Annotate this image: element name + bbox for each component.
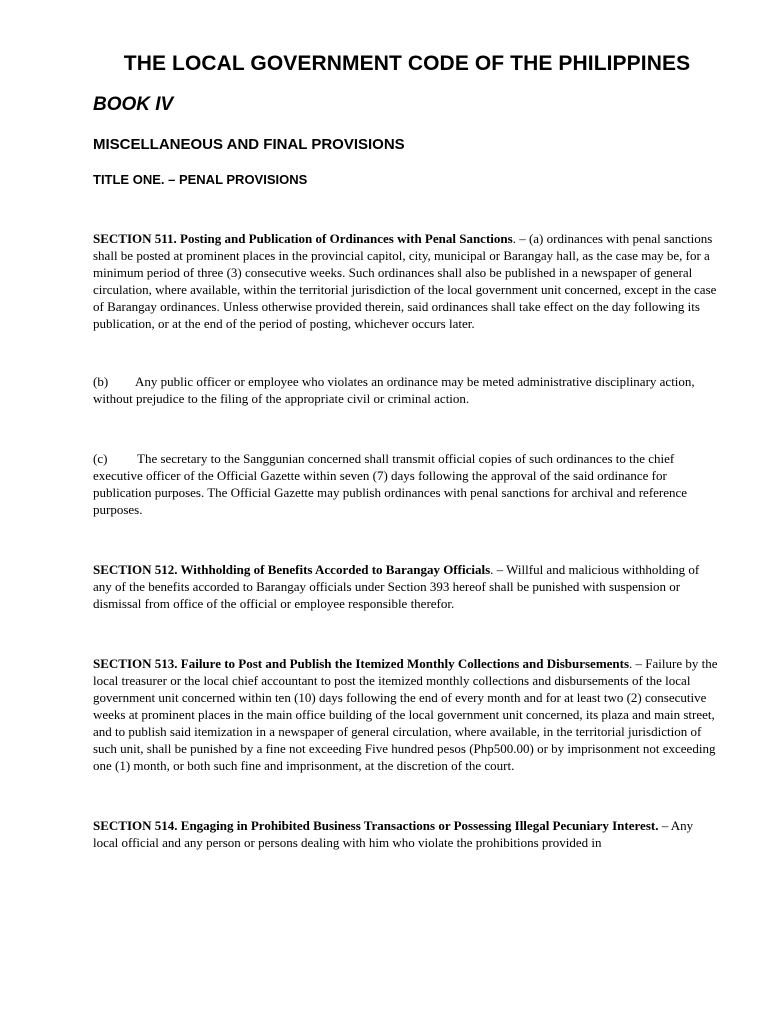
section-513-heading: SECTION 513. Failure to Post and Publish the Itemized Monthly Collections and Disbursements	[93, 656, 630, 671]
section-513	[93, 655, 721, 774]
section-512	[93, 561, 721, 612]
section-514	[93, 817, 721, 851]
section-514-body: – Any local official and any person or persons dealing with him who violate the prohibitions provided in	[93, 818, 694, 850]
section-513-body: . – Failure by the local treasurer or the local chief accountant to post the itemized monthly collections and disbursements of the local government unit concerned within ten (10) days following the end of every month and for at least two (2) consecutive weeks at prominent places in the main office building of the local government unit concerned, its plaza and main street, and to publish said itemization in a newspaper of general circulation, where available, in the territorial jurisdiction of such unit, shall be punished by a fine not exceeding Five hundred pesos (Php500.00) or by imprisonment not exceeding one (1) month, or both such fine and imprisonment, at the discretion of the court.	[93, 656, 718, 773]
book-subtitle: MISCELLANEOUS AND FINAL PROVISIONS	[93, 136, 405, 153]
paragraph-c-body: The secretary to the Sanggunian concerned shall transmit official copies of such ordinances to the chief executive officer of the Official Gazette within seven (7) days following the approval of the said ordinance for publication purposes. The Official Gazette may publish ordinances with penal sanctions for archival and reference purposes.	[93, 451, 688, 517]
section-514-heading: SECTION 514. Engaging in Prohibited Business Transactions or Possessing Illegal Pecuniary Interest.	[93, 818, 659, 833]
section-511-paragraph-b	[93, 373, 721, 407]
section-512-heading: SECTION 512. Withholding of Benefits Accorded to Barangay Officials	[93, 562, 491, 577]
paragraph-c-label: (c)	[93, 451, 108, 466]
book-heading: BOOK IV	[93, 94, 174, 115]
title-heading: TITLE ONE. – PENAL PROVISIONS	[93, 172, 308, 187]
paragraph-b-body: Any public officer or employee who violates an ordinance may be meted administrative disciplinary action, without prejudice to the filing of the appropriate civil or criminal action.	[93, 374, 695, 406]
section-511-heading: SECTION 511. Posting and Publication of Ordinances with Penal Sanctions	[93, 231, 513, 246]
paragraph-b-label: (b)	[93, 374, 109, 389]
section-511	[93, 230, 721, 332]
document-page	[93, 50, 721, 851]
section-511-paragraph-c	[93, 450, 721, 518]
document-title: THE LOCAL GOVERNMENT CODE OF THE PHILIPPINES	[123, 52, 691, 75]
section-511-body: . – (a) ordinances with penal sanctions shall be posted at prominent places in the provincial capitol, city, municipal or Barangay hall, as the case may be, for a minimum period of three (3) consecutive weeks. Such ordinances shall also be published in a newspaper of general circulation, where available, within the territorial jurisdiction of the local government unit concerned, except in the case of Barangay ordinances. Unless otherwise provided therein, said ordinances shall take effect on the day following its publication, or at the end of the period of posting, whichever occurs later.	[93, 231, 717, 331]
section-512-body: . – Willful and malicious withholding of any of the benefits accorded to Barangay officials under Section 393 hereof shall be punished with suspension or dismissal from office of the official or employee responsible therefor.	[93, 562, 700, 611]
